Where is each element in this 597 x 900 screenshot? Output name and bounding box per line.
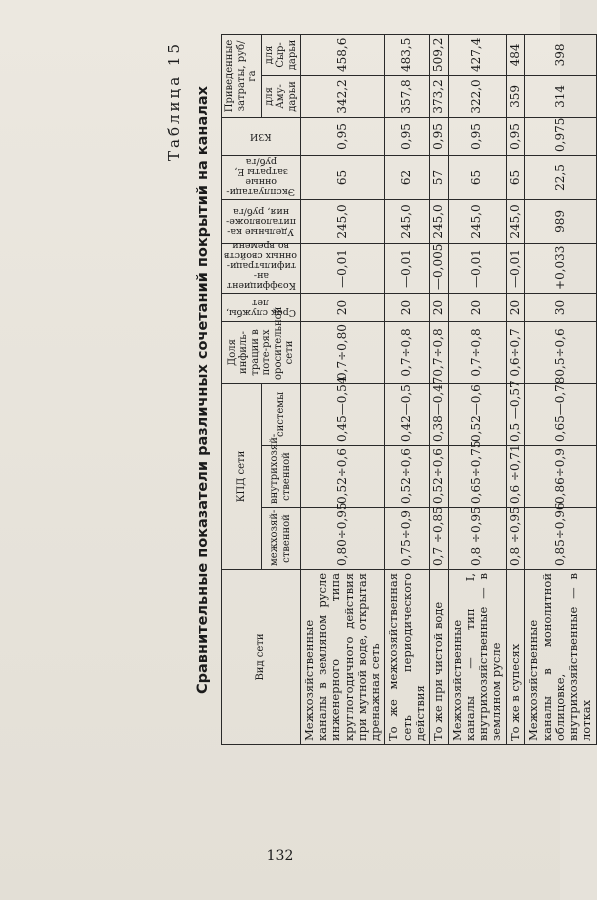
cell-network-type: Межхозяйственные каналы — тип I, внутрихозяйственные — в земляном русле <box>448 570 506 745</box>
cell-reduced-syr: 484 <box>506 34 525 75</box>
cell-kpd-system: 0,45—0,54 <box>301 383 385 445</box>
comparison-table <box>221 34 597 745</box>
cell-kpd-system: 0,42—0,5 <box>385 383 430 445</box>
header-kpd: КПД сети <box>222 383 262 569</box>
cell-capital: 245,0 <box>448 199 506 243</box>
cell-kzi: 0,95 <box>385 117 430 155</box>
header-row-1 <box>222 34 262 744</box>
cell-operating: 65 <box>506 155 525 199</box>
cell-capital: 245,0 <box>506 199 525 243</box>
cell-reduced-amu: 342,2 <box>301 75 385 117</box>
cell-reduced-amu: 314 <box>525 75 596 117</box>
header-reduced-amu: для Аму-дарьи <box>261 75 301 117</box>
cell-kpd-inter: 0,7 ÷0,85 <box>429 508 448 570</box>
cell-reduced-amu: 359 <box>506 75 525 117</box>
cell-kpd-intra: 0,52÷0,6 <box>429 446 448 508</box>
cell-coefficient: —0,01 <box>506 243 525 293</box>
cell-service-life: 20 <box>429 293 448 321</box>
header-capital-text: Удельные ка-питаловложе-ния, руб/га <box>226 206 297 238</box>
cell-kzi: 0,95 <box>429 117 448 155</box>
cell-capital: 245,0 <box>429 199 448 243</box>
cell-capital: 245,0 <box>301 199 385 243</box>
cell-operating: 22,5 <box>525 155 596 199</box>
header-service-life <box>222 293 301 321</box>
header-network-type: Вид сети <box>222 570 301 745</box>
table-row <box>448 34 506 744</box>
header-reduced-costs: Приведенные затраты, руб/га <box>222 34 262 117</box>
cell-capital: 989 <box>525 199 596 243</box>
cell-kzi: 0,975 <box>525 117 596 155</box>
cell-reduced-syr: 509,2 <box>429 34 448 75</box>
cell-operating: 65 <box>448 155 506 199</box>
cell-service-life: 20 <box>448 293 506 321</box>
cell-kpd-intra: 0,86÷0,9 <box>525 446 596 508</box>
cell-reduced-syr: 427,4 <box>448 34 506 75</box>
cell-infiltration: 0,7÷0,8 <box>385 321 430 383</box>
cell-service-life: 20 <box>385 293 430 321</box>
cell-kpd-system: 0,5 —0,57 <box>506 383 525 445</box>
rotated-table-block <box>165 35 594 745</box>
cell-coefficient: —0,01 <box>301 243 385 293</box>
header-operating <box>222 155 301 199</box>
cell-network-type: То же межхозяйственная сеть периодического действия <box>385 570 430 745</box>
cell-kpd-system: 0,65—0,78 <box>525 383 596 445</box>
cell-service-life: 30 <box>525 293 596 321</box>
cell-network-type: То же при чистой воде <box>429 570 448 745</box>
cell-kzi: 0,95 <box>506 117 525 155</box>
cell-network-type: То же в супесях <box>506 570 525 745</box>
cell-reduced-amu: 357,8 <box>385 75 430 117</box>
cell-infiltration: 0,7÷0,8 <box>448 321 506 383</box>
cell-infiltration: 0,7÷0,8 <box>429 321 448 383</box>
header-capital <box>222 199 301 243</box>
cell-kpd-system: 0,52—0,6 <box>448 383 506 445</box>
cell-infiltration: 0,5÷0,6 <box>525 321 596 383</box>
cell-operating: 65 <box>301 155 385 199</box>
cell-kpd-inter: 0,85÷0,96 <box>525 508 596 570</box>
table-row <box>301 34 385 744</box>
header-kzi-text: КЗИ <box>250 131 272 143</box>
table-title: Сравнительные показатели различных сочетаний покрытий на каналах <box>195 86 211 694</box>
table-row <box>385 34 430 744</box>
cell-reduced-syr: 483,5 <box>385 34 430 75</box>
cell-kpd-inter: 0,80÷0,95 <box>301 508 385 570</box>
cell-kpd-inter: 0,75÷0,9 <box>385 508 430 570</box>
cell-network-type: Межхозяйственные каналы в монолитной облицовке, внутрихозяйственные — в лотках <box>525 570 596 745</box>
table-row <box>525 34 596 744</box>
header-operating-text: Эксплуатаци-онные затраты E, руб/га <box>226 156 296 197</box>
cell-operating: 57 <box>429 155 448 199</box>
cell-reduced-syr: 458,6 <box>301 34 385 75</box>
header-kpd-inter: межхозяй-ственной <box>261 508 301 570</box>
cell-kpd-inter: 0,8 ÷0,95 <box>506 508 525 570</box>
cell-coefficient: —0,01 <box>448 243 506 293</box>
table-row <box>506 34 525 744</box>
cell-service-life: 20 <box>506 293 525 321</box>
cell-kpd-intra: 0,52÷0,6 <box>301 446 385 508</box>
cell-capital: 245,0 <box>385 199 430 243</box>
header-kpd-system: системы <box>261 383 301 445</box>
header-reduced-syr: для Сыр-дарьи <box>261 34 301 75</box>
cell-operating: 62 <box>385 155 430 199</box>
cell-coefficient: —0,005 <box>429 243 448 293</box>
cell-service-life: 20 <box>301 293 385 321</box>
cell-network-type: Межхозяйственные каналы в земляном русле инженерного типа круглогодичного действия при мутной воде, открытая дренажная сеть <box>301 570 385 745</box>
table-row <box>429 34 448 744</box>
cell-coefficient: +0,033 <box>525 243 596 293</box>
cell-kpd-intra: 0,6 ÷0,71 <box>506 446 525 508</box>
cell-reduced-syr: 398 <box>525 34 596 75</box>
cell-infiltration: 0,7÷0,80 <box>301 321 385 383</box>
cell-reduced-amu: 322,0 <box>448 75 506 117</box>
cell-kzi: 0,95 <box>448 117 506 155</box>
cell-kpd-system: 0,38—0,47 <box>429 383 448 445</box>
cell-coefficient: —0,01 <box>385 243 430 293</box>
header-kpd-intra: внутрихозяй-ственной <box>261 446 301 508</box>
header-kzi <box>222 117 301 155</box>
cell-infiltration: 0,6÷0,7 <box>506 321 525 383</box>
cell-kzi: 0,95 <box>301 117 385 155</box>
cell-reduced-amu: 373,2 <box>429 75 448 117</box>
page-number: 132 <box>266 848 294 864</box>
cell-kpd-inter: 0,8 ÷0,95 <box>448 508 506 570</box>
cell-kpd-intra: 0,65÷0,75 <box>448 446 506 508</box>
header-service-life-text: Срок службы, лет <box>226 297 297 319</box>
header-coefficient <box>222 240 301 293</box>
cell-kpd-intra: 0,52÷0,6 <box>385 446 430 508</box>
header-infiltration: Доля инфиль-трации в поте-рях оросительной сети <box>222 321 301 383</box>
header-coefficient-text: Коэффициент ан-тифильтраци-онных свойств во времени <box>224 240 298 291</box>
table-label: Таблица 15 <box>165 41 183 161</box>
